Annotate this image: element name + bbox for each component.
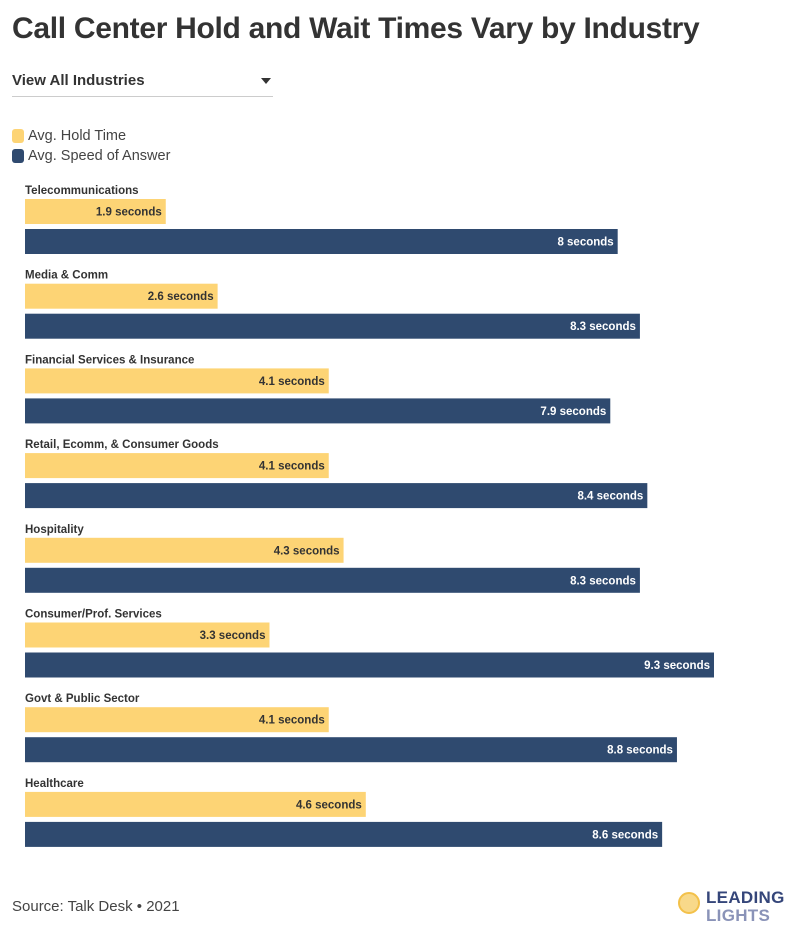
data-label-hold-time-financial-services-insurance: 4.1 seconds: [258, 375, 325, 388]
data-label-speed-of-answer-hospitality: 8.3 seconds: [570, 575, 636, 588]
bar-speed-of-answer-consumer-prof-services[interactable]: [25, 653, 714, 678]
data-label-speed-of-answer-healthcare: 8.6 seconds: [592, 829, 659, 842]
legend-label-speed-of-answer: Avg. Speed of Answer: [28, 148, 171, 164]
chart-legend: [12, 126, 170, 166]
data-label-speed-of-answer-consumer-prof-services: 9.3 seconds: [644, 660, 710, 672]
bar-speed-of-answer-financial-services-insurance[interactable]: [25, 398, 610, 423]
bar-speed-of-answer-telecommunications[interactable]: [25, 229, 618, 254]
industry-filter-dropdown[interactable]: [12, 68, 273, 97]
category-label-retail-ecomm-consumer-goods: Retail, Ecomm, & Consumer Goods: [25, 439, 219, 452]
data-label-speed-of-answer-financial-services-insurance: 7.9 seconds: [540, 405, 607, 418]
data-label-hold-time-media-comm: 2.6 seconds: [147, 291, 214, 304]
bar-chart: [0, 170, 796, 860]
data-label-hold-time-govt-public-sector: 4.1 seconds: [258, 714, 325, 727]
data-label-speed-of-answer-retail-ecomm-consumer-goods: 8.4 seconds: [577, 490, 644, 503]
logo-text-line1: LEADING: [706, 888, 785, 907]
data-label-speed-of-answer-telecommunications: 8 seconds: [557, 236, 614, 249]
logo-text-line2: LIGHTS: [706, 906, 771, 925]
category-label-financial-services-insurance: Financial Services & Insurance: [25, 354, 195, 367]
data-label-hold-time-consumer-prof-services: 3.3 seconds: [199, 630, 266, 642]
sun-icon: [678, 892, 700, 914]
category-label-hospitality: Hospitality: [25, 523, 84, 536]
source-note: Source: Talk Desk • 2021: [12, 898, 180, 915]
category-label-telecommunications: Telecommunications: [25, 185, 139, 197]
legend-swatch-speed-of-answer: [12, 149, 24, 163]
data-label-hold-time-retail-ecomm-consumer-goods: 4.1 seconds: [258, 460, 325, 473]
data-label-speed-of-answer-media-comm: 8.3 seconds: [570, 321, 636, 334]
data-label-hold-time-healthcare: 4.6 seconds: [295, 799, 362, 812]
leading-lights-logo: [676, 887, 786, 925]
chart-title: Call Center Hold and Wait Times Vary by Industry: [12, 12, 700, 45]
category-label-consumer-prof-services: Consumer/Prof. Services: [25, 608, 162, 621]
data-label-speed-of-answer-govt-public-sector: 8.8 seconds: [607, 744, 673, 757]
legend-item-hold-time[interactable]: [12, 126, 170, 146]
legend-swatch-hold-time: [12, 129, 24, 143]
category-label-media-comm: Media & Comm: [25, 269, 109, 282]
bar-speed-of-answer-retail-ecomm-consumer-goods[interactable]: [25, 483, 647, 508]
data-label-hold-time-telecommunications: 1.9 seconds: [95, 206, 162, 219]
category-label-healthcare: Healthcare: [25, 777, 84, 790]
legend-label-hold-time: Avg. Hold Time: [28, 128, 127, 144]
bar-speed-of-answer-healthcare[interactable]: [25, 822, 662, 847]
industry-filter-value: View All Industries: [12, 72, 145, 89]
category-label-govt-public-sector: Govt & Public Sector: [25, 693, 140, 706]
legend-item-speed-of-answer[interactable]: [12, 146, 170, 166]
bar-speed-of-answer-media-comm[interactable]: [25, 314, 640, 339]
data-label-hold-time-hospitality: 4.3 seconds: [273, 545, 340, 558]
bar-speed-of-answer-govt-public-sector[interactable]: [25, 737, 677, 762]
bar-speed-of-answer-hospitality[interactable]: [25, 568, 640, 593]
caret-down-icon: [261, 78, 271, 84]
